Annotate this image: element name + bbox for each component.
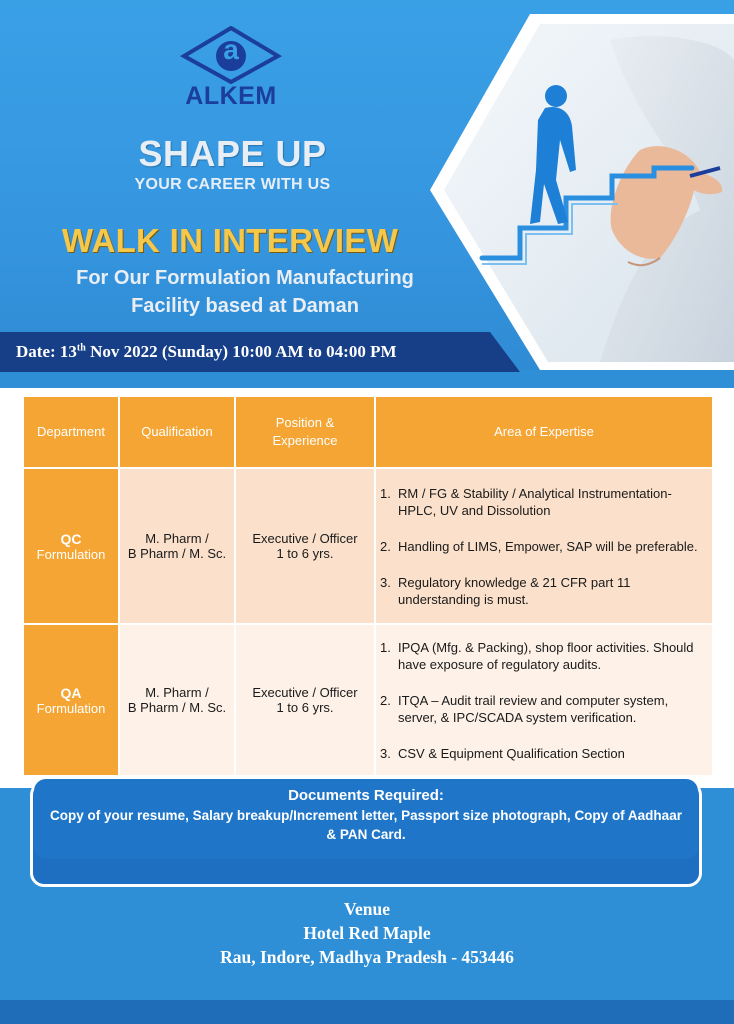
logo-letter: a: [223, 34, 239, 65]
facility-line-1: For Our Formulation Manufacturing: [76, 267, 414, 289]
date-ordinal: th: [76, 342, 86, 354]
venue-block: [150, 897, 584, 969]
position-cell: [235, 624, 375, 776]
facility-line-2: Facility based at Daman: [131, 295, 359, 317]
experience-range: 1 to 6 yrs.: [276, 700, 334, 715]
table-row: [23, 468, 713, 624]
expertise-text: IPQA (Mfg. & Packing), shop floor activities. Should have exposure of regulatory audits.: [398, 639, 694, 672]
department-code: QA: [60, 684, 82, 701]
documents-title: Documents Required:: [288, 787, 444, 804]
expertise-number: 2.: [380, 692, 391, 708]
expertise-number: 2.: [380, 538, 391, 554]
expertise-item: [378, 639, 710, 673]
experience-range: 1 to 6 yrs.: [276, 546, 334, 561]
expertise-number: 3.: [380, 574, 391, 590]
header-expertise: Area of Expertise: [375, 396, 713, 468]
header-qualification: Qualification: [119, 396, 235, 468]
date-prefix: Date: 13: [16, 342, 77, 361]
qualification-cell: [119, 468, 235, 624]
footer-stripe: [0, 1000, 734, 1024]
expertise-item: [378, 745, 710, 762]
expertise-item: [378, 538, 710, 555]
expertise-text: CSV & Equipment Qualification Section: [398, 745, 625, 761]
interview-date: [16, 342, 397, 362]
venue-address: Rau, Indore, Madhya Pradesh - 453446: [220, 947, 514, 967]
position-cell: [235, 468, 375, 624]
venue-label: Venue: [343, 899, 391, 919]
alkem-logo: [178, 26, 284, 110]
department-sub: Formulation: [36, 700, 106, 716]
expertise-cell: [375, 624, 713, 776]
position-title: Executive / Officer: [252, 531, 358, 546]
expertise-text: RM / FG & Stability / Analytical Instrumentation-HPLC, UV and Dissolution: [398, 485, 672, 518]
expertise-item: [378, 692, 710, 726]
expertise-number: 1.: [380, 639, 391, 655]
expertise-item: [378, 574, 710, 608]
qualification-line: M. Pharm /: [145, 531, 209, 546]
subheadline: YOUR CAREER WITH US: [134, 176, 331, 193]
expertise-text: ITQA – Audit trail review and computer system, server, & IPC/SCADA system verification.: [398, 692, 669, 725]
documents-text: Copy of your resume, Salary breakup/Increment letter, Passport size photograph, Copy of Aadhaar & PAN Card.: [50, 808, 682, 842]
walk-in-title: WALK IN INTERVIEW: [61, 222, 399, 259]
table-row: [23, 624, 713, 776]
qualification-line: M. Pharm /: [145, 685, 209, 700]
qualification-line: B Pharm / M. Sc.: [127, 546, 227, 561]
qualification-cell: [119, 624, 235, 776]
positions-table: [22, 395, 714, 777]
qualification-line: B Pharm / M. Sc.: [127, 700, 227, 715]
header-position: [235, 396, 375, 468]
expertise-text: Regulatory knowledge & 21 CFR part 11 understanding is must.: [398, 574, 631, 607]
date-suffix: Nov 2022 (Sunday) 10:00 AM to 04:00 PM: [85, 342, 397, 361]
header-position-label: Position & Experience: [272, 415, 338, 448]
expertise-item: [378, 485, 710, 519]
expertise-number: 3.: [380, 745, 391, 761]
expertise-number: 1.: [380, 485, 391, 501]
facility-description: [40, 264, 450, 320]
venue-hotel: Hotel Red Maple: [303, 923, 431, 943]
department-cell: [23, 624, 119, 776]
position-title: Executive / Officer: [252, 685, 358, 700]
header-department: Department: [23, 396, 119, 468]
table-header-row: [23, 396, 713, 468]
brand-name: ALKEM: [185, 82, 277, 110]
department-code: QC: [60, 530, 82, 547]
department-sub: Formulation: [36, 546, 106, 562]
department-cell: [23, 468, 119, 624]
expertise-text: Handling of LIMS, Empower, SAP will be preferable.: [398, 538, 698, 554]
headline: SHAPE UP: [138, 133, 327, 174]
expertise-cell: [375, 468, 713, 624]
